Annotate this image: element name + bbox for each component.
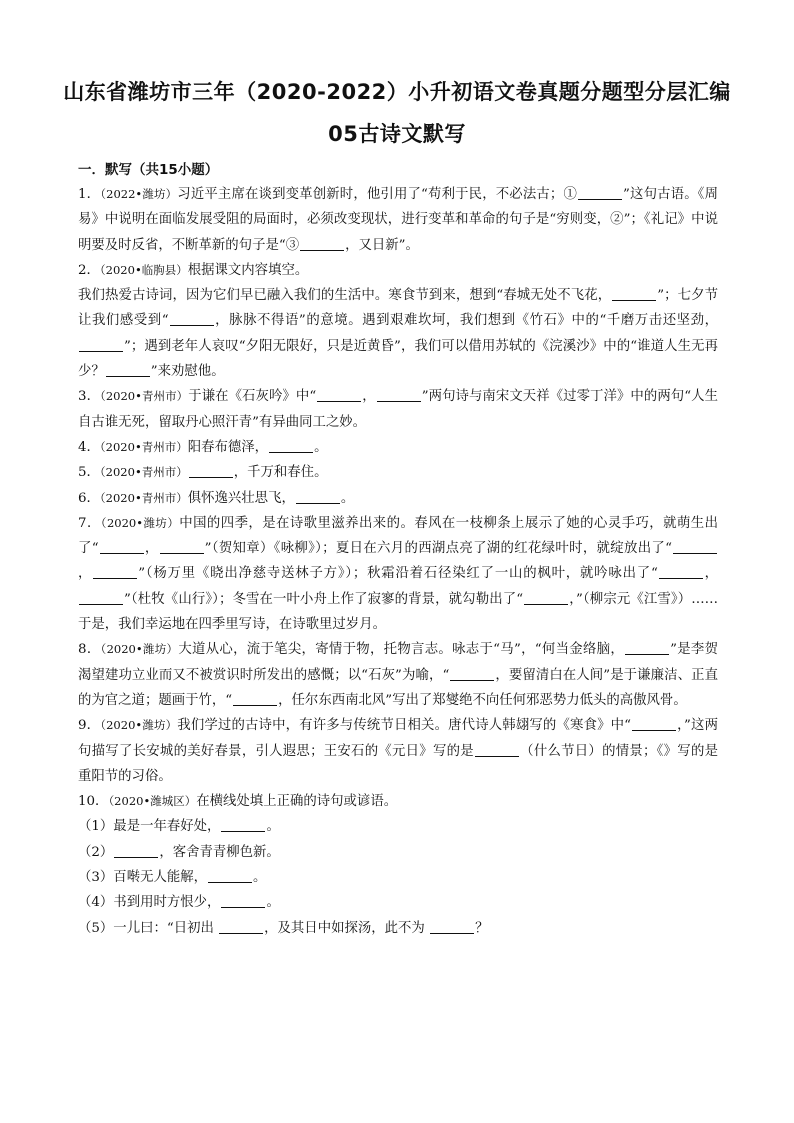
question-6: 6．（2020•青州市）俱怀逸兴壮思飞， 。: [78, 490, 355, 506]
answer-blank[interactable]: [189, 463, 233, 478]
answer-blank[interactable]: [673, 539, 717, 554]
answer-blank[interactable]: [170, 311, 214, 326]
answer-blank[interactable]: [114, 843, 158, 858]
question-source: （2020•青州市）: [99, 465, 188, 480]
question-3: 3．（2020•青州市）于谦在《石灰吟》中“ ， ”两句诗与南宋文天祥《过零丁洋》中的两句“人生自古谁无死，留取丹心照汗青”有异曲同工之妙。: [78, 389, 718, 430]
section-heading: 一．默写（共15小题）: [78, 162, 219, 178]
question-source: （2020•潍城区）: [108, 794, 197, 809]
question-source: （2020•青州市）: [99, 490, 188, 505]
answer-blank[interactable]: [79, 337, 123, 352]
answer-blank[interactable]: [300, 236, 344, 251]
document-subtitle: 05古诗文默写: [328, 122, 466, 146]
question-10-item-2: （2） ，客舍青青柳色新。: [78, 844, 280, 860]
question-9: 9．（2020•潍坊）我们学过的古诗中，有许多与传统节日相关。唐代诗人韩翃写的《寒食》中“ ，”这两句描写了长安城的美好春景，引人遐思；王安石的《元日》写的是 （什么节日）的情景；《》写的是重阳节的习俗。: [78, 718, 718, 784]
question-8: 8．（2020•潍坊）大道从心，流于笔尖，寄情于物，托物言志。咏志于“马”，“何当金络脑， ”是李贺渴望建功立业而又不被赏识时所发出的感慨；以“石灰”为喻，“ ，要留清白在人间”是于谦廉洁、正直的为官之道；题画于竹，“ ，任尔东西南北风”写出了郑燮绝不向任何邪恶势力低头的高傲风骨。: [78, 642, 718, 708]
answer-blank[interactable]: [612, 286, 656, 301]
document-title: 山东省潍坊市三年（2020-2022）小升初语文卷真题分题型分层汇编: [63, 80, 731, 104]
answer-blank[interactable]: [233, 691, 277, 706]
answer-blank[interactable]: [221, 893, 265, 908]
answer-blank[interactable]: [625, 640, 669, 655]
question-1: 1．（2022•潍坊）习近平主席在谈到变革创新时，他引用了“苟利于民，不必法古；① ”这句古语。《周易》中说明在面临发展受阻的局面时，必须改变现状，进行变革和革命的句子是“穷则变，②”；《礼记》中说明要及时反省，不断革新的句子是“③ ，又日新”。: [78, 187, 719, 253]
question-10-item-5: （5）一儿曰：“日初出 ，及其日中如探汤，此不为 ？: [78, 920, 489, 936]
answer-blank[interactable]: [659, 564, 703, 579]
answer-blank[interactable]: [160, 539, 204, 554]
question-10-item-4: （4）书到用时方恨少， 。: [78, 895, 280, 911]
answer-blank[interactable]: [430, 919, 474, 934]
answer-blank[interactable]: [269, 438, 313, 453]
answer-blank[interactable]: [317, 387, 361, 402]
question-7: 7．（2020•潍坊）中国的四季，是在诗歌里滋养出来的。春风在一枝柳条上展示了她的心灵手巧，就萌生出了“ ， ”（贺知章）《咏柳》）；夏日在六月的西湖点亮了湖的红花绿叶时，就绽放出了“， ”（杨万里《晓出净慈寺送林子方》）；秋霜沿着石径染红了一山的枫叶，就吟咏出了“ ，”（杜牧《山行》）；冬雪在一叶小舟上作了寂寥的背景，就勾勒出了“ ，”（柳宗元《江雪》）……于是，我们幸运地在四季里写诗，在诗歌里过岁月。: [78, 515, 719, 633]
answer-blank[interactable]: [219, 919, 263, 934]
question-source: （2020•青州市）: [99, 439, 188, 454]
answer-blank[interactable]: [93, 564, 137, 579]
question-10: 10．（2020•潍城区）在横线处填上正确的诗句或谚语。: [78, 794, 398, 810]
answer-blank[interactable]: [296, 489, 340, 504]
question-source: （2022•潍坊）: [100, 187, 178, 201]
answer-blank[interactable]: [578, 185, 622, 200]
answer-blank[interactable]: [475, 742, 519, 757]
question-4: 4．（2020•青州市）阳春布德泽， 。: [78, 439, 328, 455]
answer-blank[interactable]: [100, 539, 144, 554]
answer-blank[interactable]: [79, 590, 123, 605]
question-source: （2020•临朐县）: [99, 262, 188, 277]
question-5: 5．（2020•青州市） ，千万和春住。: [78, 465, 328, 481]
question-list: [78, 182, 718, 941]
question-source: （2020•青州市）: [100, 389, 189, 404]
answer-blank[interactable]: [208, 868, 252, 883]
question-source: （2020•潍坊）: [100, 515, 180, 530]
answer-blank[interactable]: [450, 666, 494, 681]
question-10-item-3: （3）百啭无人能解， 。: [78, 870, 267, 886]
answer-blank[interactable]: [524, 590, 568, 605]
answer-blank[interactable]: [106, 362, 150, 377]
answer-blank[interactable]: [377, 387, 421, 402]
question-2-body: 我们热爱古诗词，因为它们早已融入我们的生活中。寒食节到来，想到“春城无处不飞花， ”；七夕节让我们感受到“ ，脉脉不得语”的意境。遇到艰难坎坷，我们想到《竹石》中的“千磨万击还坚劲，”；遇到老年人哀叹“夕阳无限好，只是近黄昏”，我们可以借用苏轼的《浣溪沙》中的“谁道人生无再少？ ”来劝慰他。: [78, 288, 718, 380]
answer-blank[interactable]: [221, 817, 265, 832]
question-source: （2020•潍坊）: [100, 718, 178, 733]
question-source: （2020•潍坊）: [100, 642, 179, 657]
question-2: 2．（2020•临朐县）根据课文内容填空。: [78, 262, 309, 278]
answer-blank[interactable]: [632, 716, 676, 731]
question-10-item-1: （1）最是一年春好处， 。: [78, 819, 280, 835]
